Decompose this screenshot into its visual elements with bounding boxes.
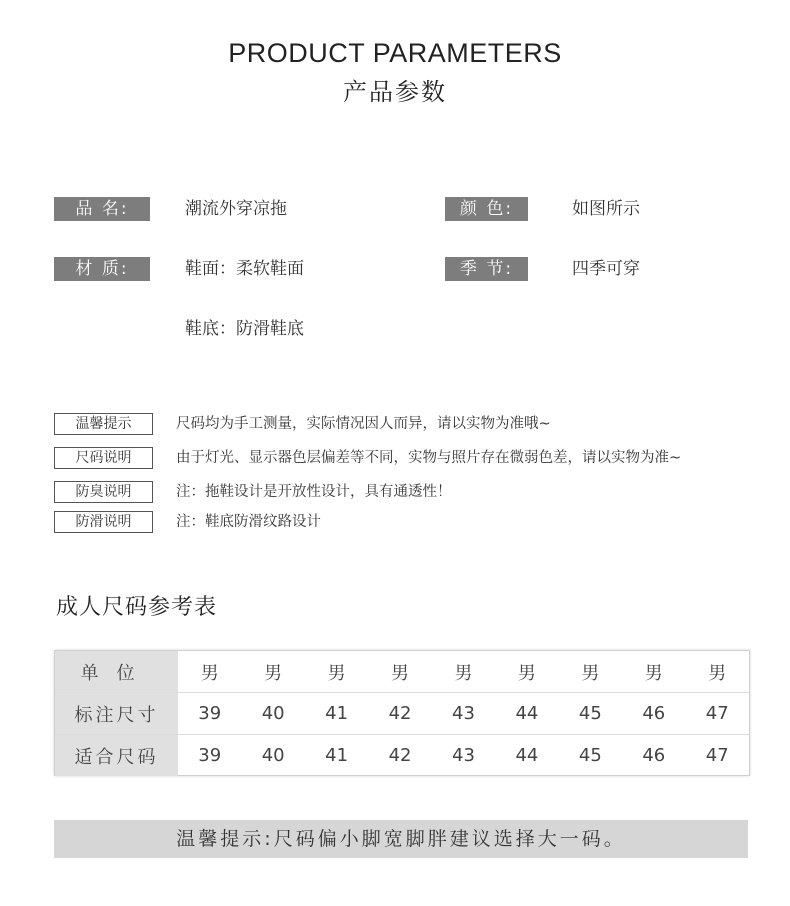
material-value-sole: 鞋底：防滑鞋底 xyxy=(185,319,304,339)
size-table xyxy=(54,650,750,776)
material-label: 材 质: xyxy=(54,257,150,281)
row-head-fit-size: 适合尺码 xyxy=(55,735,178,777)
season-label: 季 节: xyxy=(445,257,528,281)
table-cell: 男 xyxy=(241,651,304,693)
color-value: 如图所示 xyxy=(572,199,640,219)
note-text-tip: 尺码均为手工测量，实际情况因人而异，请以实物为准哦~ xyxy=(176,416,551,432)
table-cell: 42 xyxy=(388,745,412,766)
table-cell: 男 xyxy=(622,651,685,693)
table-cell: 男 xyxy=(686,651,750,693)
table-cell: 44 xyxy=(495,693,558,735)
table-cell: 40 xyxy=(241,693,304,735)
note-label-odor: 防臭说明 xyxy=(54,481,153,503)
note-text-odor: 注：拖鞋设计是开放性设计，具有通透性！ xyxy=(176,484,452,500)
table-cell: 46 xyxy=(622,693,685,735)
footer-tip-banner: 温馨提示:尺码偏小脚宽脚胖建议选择大一码。 xyxy=(54,820,748,858)
table-cell: 39 xyxy=(198,745,222,766)
size-table-title: 成人尺码参考表 xyxy=(56,595,218,620)
table-cell: 43 xyxy=(452,745,475,766)
name-label: 品 名: xyxy=(54,197,150,221)
table-row xyxy=(55,651,749,693)
table-cell: 40 xyxy=(261,745,285,766)
table-cell: 男 xyxy=(178,651,241,693)
table-cell: 47 xyxy=(686,693,750,735)
table-cell: 41 xyxy=(305,693,368,735)
table-cell: 43 xyxy=(432,693,495,735)
table-cell: 39 xyxy=(178,693,241,735)
color-label: 颜 色: xyxy=(445,197,528,221)
row-head-marked-size: 标注尺寸 xyxy=(55,693,178,735)
table-cell: 45 xyxy=(578,745,602,766)
table-cell: 46 xyxy=(642,745,666,766)
table-cell: 42 xyxy=(368,693,431,735)
table-cell: 45 xyxy=(559,693,622,735)
note-label-size: 尺码说明 xyxy=(54,447,153,469)
table-row xyxy=(55,693,749,735)
note-text-antislip: 注：鞋底防滑纹路设计 xyxy=(176,514,321,530)
row-head-unit: 单位 xyxy=(55,651,178,693)
table-cell: 41 xyxy=(325,745,349,766)
note-label-antislip: 防滑说明 xyxy=(54,511,153,533)
page-title-en: PRODUCT PARAMETERS xyxy=(228,38,562,68)
table-cell: 男 xyxy=(305,651,368,693)
table-cell: 男 xyxy=(368,651,431,693)
table-cell: 男 xyxy=(432,651,495,693)
table-row xyxy=(55,735,749,777)
table-cell: 47 xyxy=(705,745,729,766)
table-cell: 44 xyxy=(515,745,539,766)
season-value: 四季可穿 xyxy=(572,259,640,279)
table-cell: 男 xyxy=(495,651,558,693)
material-value-upper: 鞋面：柔软鞋面 xyxy=(185,259,304,279)
page-title-cn: 产品参数 xyxy=(343,78,447,106)
note-label-tip: 温馨提示 xyxy=(54,413,153,435)
name-value: 潮流外穿凉拖 xyxy=(185,199,287,219)
note-text-size: 由于灯光、显示器色层偏差等不同，实物与照片存在微弱色差，请以实物为准~ xyxy=(176,450,682,466)
table-cell: 男 xyxy=(559,651,622,693)
